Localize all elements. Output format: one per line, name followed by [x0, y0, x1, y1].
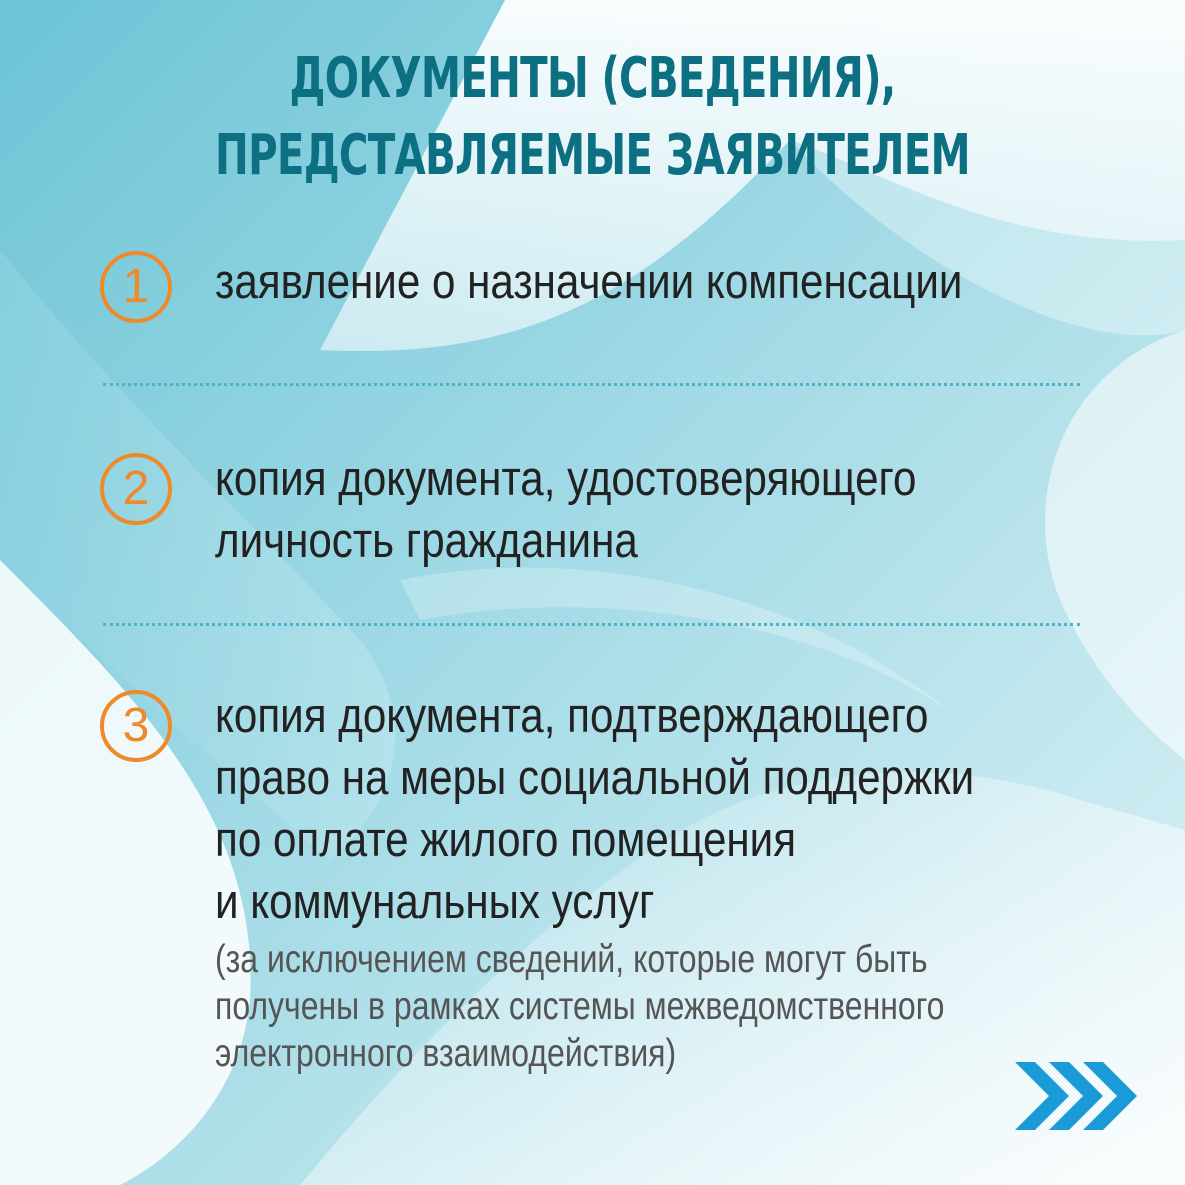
list-item-2-line-1: копия документа, удостоверяющего [215, 452, 917, 506]
number-badge-2: 2 [100, 453, 172, 525]
list-item-3-note-line-3: электронного взаимодействия) [215, 1032, 677, 1075]
number-badge-3: 3 [100, 690, 172, 762]
triple-chevron-right-icon[interactable] [1015, 1062, 1140, 1130]
list-item-3-line-2: право на меры социальной поддержки [215, 751, 975, 805]
divider-1 [103, 383, 1080, 386]
list-item-3-note-line-2: получены в рамках системы межведомственного [215, 985, 945, 1028]
list-item-2-line-2: личность гражданина [215, 514, 638, 568]
list-item-3-note-line-1: (за исключением сведений, которые могут быть [215, 938, 928, 981]
list-item-3-line-1: копия документа, подтверждающего [215, 689, 929, 743]
list-item-2-text [215, 448, 916, 572]
list-item-3-note [215, 936, 944, 1077]
list-item-3-line-4: и коммунальных услуг [215, 875, 655, 929]
list-item-1-line-1: заявление о назначении компенсации [215, 255, 963, 309]
divider-2 [103, 623, 1080, 626]
list-item-1-text [215, 251, 962, 313]
list-item-3-line-3: по оплате жилого помещения [215, 813, 797, 867]
page-title-line-1: ДОКУМЕНТЫ (СВЕДЕНИЯ), [289, 46, 896, 111]
page-title [166, 40, 1019, 194]
list-item-3-text [215, 685, 974, 933]
number-badge-1: 1 [100, 251, 172, 323]
page-title-line-2: ПРЕДСТАВЛЯЕМЫЕ ЗАЯВИТЕЛЕМ [215, 123, 970, 188]
